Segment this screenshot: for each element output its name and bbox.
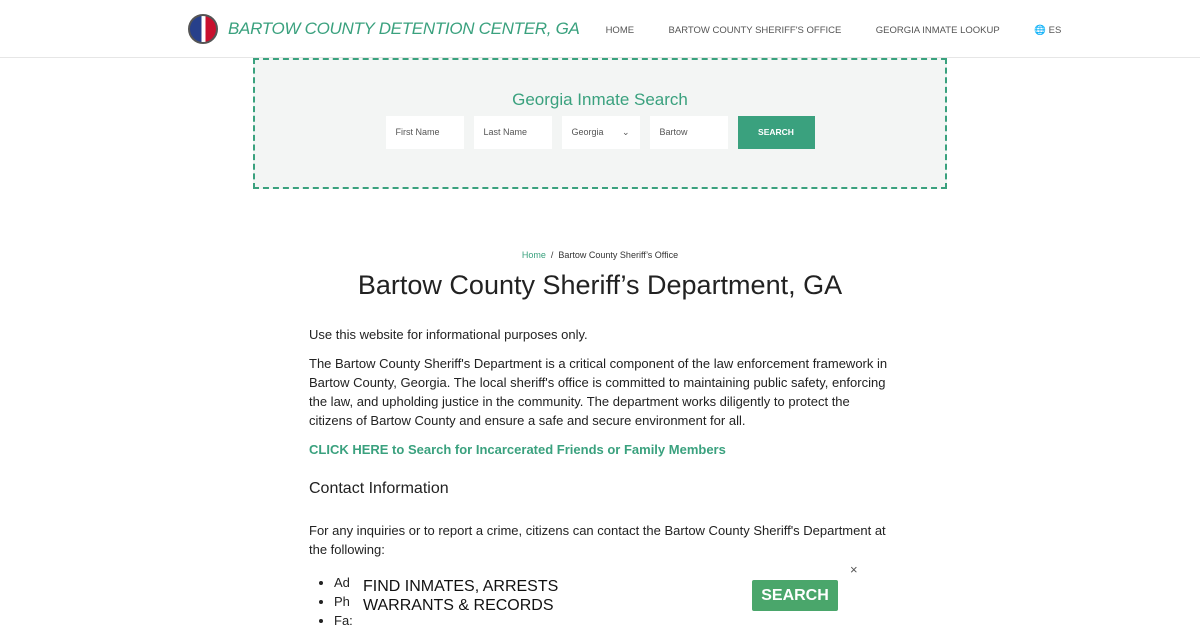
- state-value: Georgia: [571, 127, 604, 137]
- nav-inmate-lookup[interactable]: GEORGIA INMATE LOOKUP: [875, 24, 1000, 36]
- site-brand[interactable]: BARTOW COUNTY DETENTION CENTER, GA: [228, 18, 580, 38]
- promo-banner: [355, 560, 865, 620]
- banner-line-1: FIND INMATES, ARRESTS: [363, 578, 559, 595]
- breadcrumb-separator: /: [550, 250, 554, 260]
- breadcrumb: [0, 250, 1200, 260]
- globe-icon: 🌐: [1034, 24, 1046, 36]
- page-title: Bartow County Sheriff’s Department, GA: [357, 270, 843, 300]
- banner-line-2: WARRANTS & RECORDS: [363, 597, 554, 614]
- list-item: • Ph: [334, 592, 889, 611]
- last-name-input[interactable]: Last Name: [474, 116, 552, 149]
- chevron-down-icon: ⌄: [621, 127, 630, 137]
- contact-paragraph: For any inquiries or to report a crime, citizens can contact the Bartow County Sheriff's Department at the following:: [309, 523, 886, 557]
- close-icon[interactable]: ×: [850, 562, 858, 577]
- list-item: • Ad: [334, 573, 889, 592]
- main-nav: [606, 20, 1062, 38]
- disclaimer: Use this website for informational purposes only.: [309, 327, 588, 342]
- county-input[interactable]: Bartow: [650, 116, 728, 149]
- contact-heading: Contact Information: [309, 480, 449, 497]
- nav-home[interactable]: HOME: [605, 24, 635, 36]
- search-button[interactable]: SEARCH: [738, 116, 815, 149]
- banner-search-button[interactable]: SEARCH: [752, 580, 838, 611]
- search-inmates-link[interactable]: CLICK HERE to Search for Incarcerated Friends or Family Members: [309, 442, 726, 457]
- list-item: • Fa:: [334, 611, 889, 630]
- banner-text: [363, 577, 558, 615]
- nav-sheriffs-office[interactable]: BARTOW COUNTY SHERIFF'S OFFICE: [668, 24, 842, 36]
- inmate-search-panel: [253, 58, 947, 189]
- language-switch[interactable]: [1034, 25, 1061, 36]
- breadcrumb-current: Bartow County Sheriff’s Office: [558, 250, 679, 260]
- first-name-input[interactable]: First Name: [386, 116, 464, 149]
- breadcrumb-home[interactable]: Home: [521, 250, 546, 260]
- search-title: Georgia Inmate Search: [512, 90, 688, 109]
- state-select[interactable]: [562, 116, 640, 149]
- georgia-flag-logo[interactable]: [188, 14, 218, 44]
- site-header: [0, 0, 1200, 58]
- intro-paragraph: The Bartow County Sheriff's Department is a critical component of the law enforcement framework in Bartow County, Georgia. The local sheriff's office is committed to maintaining public safety, enforcing the law, and upholding justice in the community. The department works diligently to protect the citizens of Bartow County and ensure a safe and secure environment for all.: [309, 356, 888, 428]
- language-label: ES: [1048, 24, 1062, 36]
